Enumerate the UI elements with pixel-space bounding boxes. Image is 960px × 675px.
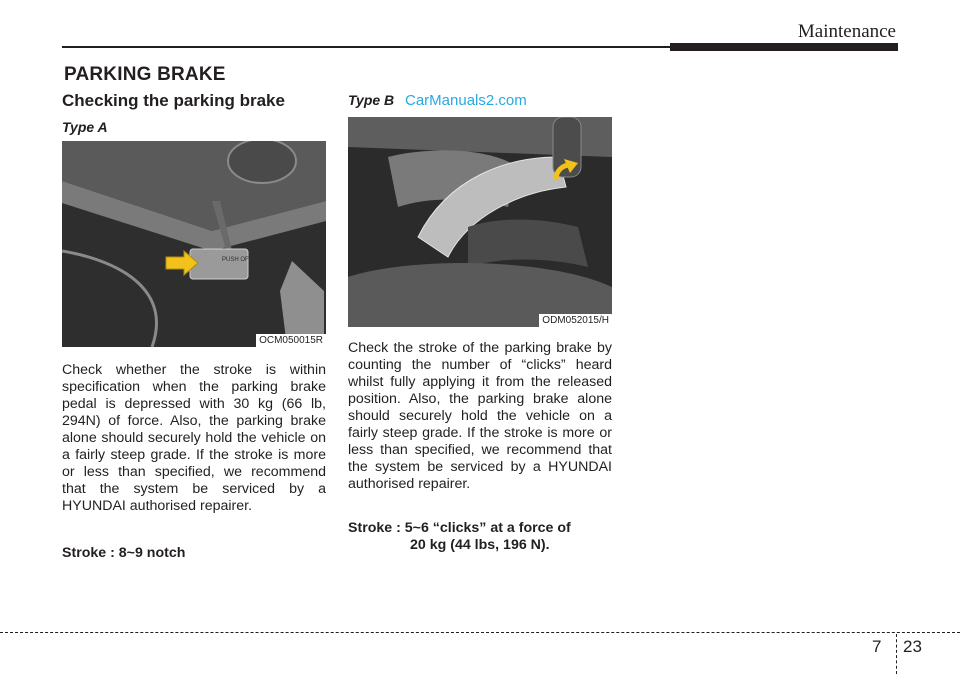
hand-brake-illustration [348, 117, 612, 327]
type-b-body: Check the stroke of the parking brake by counting the number of “clicks” heard whilst fully applying it from the released position. Also, the parking brake alone should securely hold the vehicle on a fairly steep grade. If the stroke is more or less than specified, we recommend that the system be serviced by a HYUNDAI authorised repairer. [348, 340, 612, 492]
parking-pedal-illustration [62, 141, 326, 347]
figure-code-a: OCM050015R [256, 334, 326, 347]
type-b-stroke [348, 520, 612, 554]
pedal-label: PUSH OFF [222, 257, 253, 263]
type-b-stroke-line2: 20 kg (44 lbs, 196 N). [410, 537, 550, 553]
chapter-number: 7 [872, 637, 882, 656]
watermark-text: CarManuals2.com [405, 92, 527, 109]
type-a-body: Check whether the stroke is within specification when the parking brake pedal is depressed with 30 kg (66 lb, 294N) of force. Also, the parking brake alone should securely hold the vehicle on a fairly steep grade. If the stroke is more or less than specified, we recommend that the system be serviced by a HYUNDAI authorised repairer. [62, 362, 326, 514]
figure-type-b [348, 117, 612, 327]
page-divider [896, 634, 897, 674]
figure-type-a [62, 141, 326, 347]
page-number: 23 [903, 637, 922, 656]
section-title: Maintenance [797, 21, 896, 42]
header-rule [62, 46, 670, 48]
figure-code-b: ODM052015/H [539, 314, 612, 327]
type-b-label: Type B [348, 92, 395, 108]
type-b-stroke-line1: Stroke : 5~6 “clicks” at a force of [348, 520, 571, 536]
page-heading: PARKING BRAKE [64, 64, 226, 85]
type-a-stroke: Stroke : 8~9 notch [62, 545, 186, 561]
header-rule-thick [670, 43, 898, 51]
sub-heading: Checking the parking brake [62, 91, 285, 110]
type-a-label: Type A [62, 119, 108, 135]
footer-rule [0, 632, 960, 633]
